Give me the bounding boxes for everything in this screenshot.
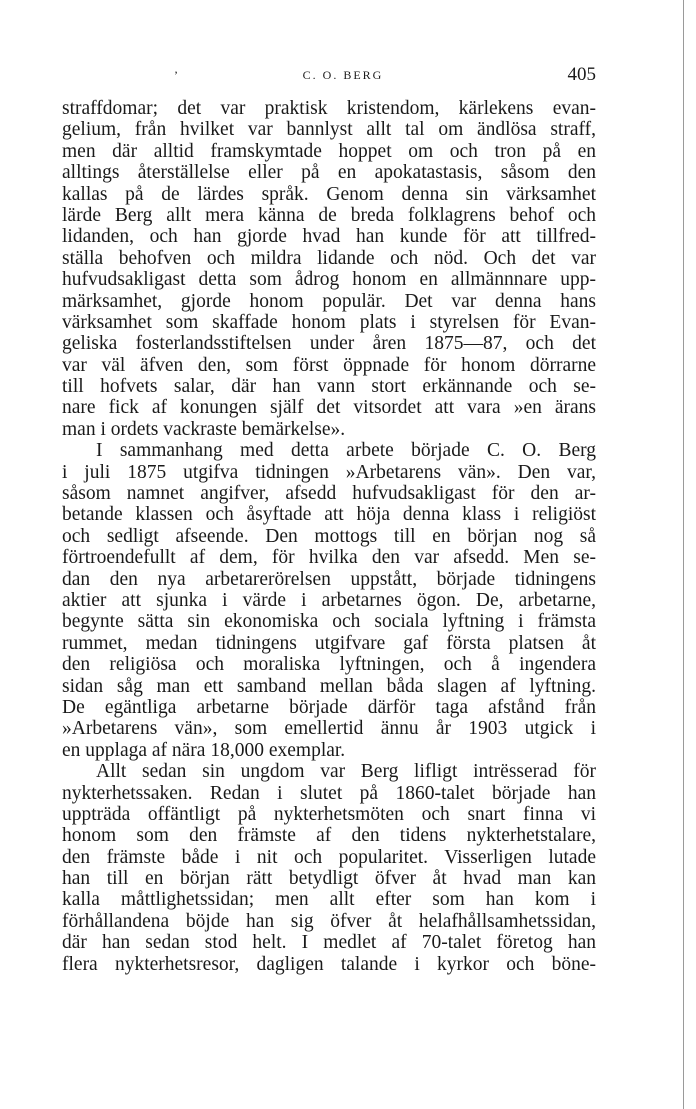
text-line: men där alltid framskymtade hoppet om och tron på en — [62, 140, 596, 162]
body-text — [62, 98, 596, 975]
text-line: betande klassen och åsyftade att höja denna klass i religiöst — [62, 504, 596, 526]
text-line: aktier att sjunka i värde i arbetarnes ögon. De, arbetarne, — [62, 589, 596, 611]
text-line: uppträda offäntligt på nykterhetsmöten och snart finna vi — [62, 803, 596, 825]
text-line: var väl äfven den, som först öppnade för honom dörrarne — [62, 354, 596, 376]
text-line: nare fick af konungen själf det vitsordet att vara »en ärans — [62, 397, 596, 419]
text-line: dan den nya arbetarerörelsen uppstått, började tidningens — [62, 568, 596, 590]
text-line: nykterhetssaken. Redan i slutet på 1860-talet började han — [62, 782, 596, 804]
text-line: kallas på de lärdes språk. Genom denna sin värksamhet — [62, 183, 596, 205]
text-line: lärde Berg allt mera känna de breda folklagrens behof och — [62, 204, 596, 226]
text-line: rummet, medan tidningens utgifvare gaf första platsen åt — [62, 632, 596, 654]
text-line: såsom namnet angifver, afsedd hufvudsakligast för den ar- — [62, 483, 596, 505]
text-line: Allt sedan sin ungdom var Berg lifligt intrësserad för — [96, 761, 596, 783]
text-line: värksamhet som skaffade honom plats i styrelsen för Evan- — [62, 311, 596, 333]
text-line: straffdomar; det var praktisk kristendom, kärlekens evan- — [62, 98, 596, 119]
text-line: honom som den främste af den tidens nykterhetstalare, — [62, 825, 596, 847]
header-mark: ’ — [174, 68, 178, 82]
text-line: ställa behofven och mildra lidande och nöd. Och det var — [62, 247, 596, 269]
text-line: och sedligt afseende. Den mottogs till en början nog så — [62, 525, 596, 547]
text-line: geliska fosterlandsstiftelsen under åren 1875—87, och det — [62, 333, 596, 355]
text-line: begynte sätta sin ekonomiska och sociala lyftning i främsta — [62, 611, 596, 633]
text-line: sidan såg man ett samband mellan båda slagen af lyftning. — [62, 675, 596, 697]
text-line: den främste både i nit och popularitet. Visserligen lutade — [62, 846, 596, 868]
text-line: kalla måttlighetssidan; men allt efter som han kom i — [62, 889, 596, 911]
page-number: 405 — [567, 64, 596, 85]
text-line: förhållandena böjde han sig öfver åt helafhållsamhetssidan, — [62, 910, 596, 932]
text-line: den religiösa och moraliska lyftningen, och å ingendera — [62, 654, 596, 676]
text-line: man i ordets vackraste bemärkelse». — [62, 418, 346, 440]
text-line: han till en början rätt betydligt öfver åt hvad man kan — [62, 868, 596, 890]
page-header — [62, 64, 596, 88]
text-line: alltings återställelse eller på en apokatastasis, såsom den — [62, 162, 596, 184]
page-edge-rule — [683, 0, 684, 1109]
text-line: en upplaga af nära 18,000 exemplar. — [62, 739, 346, 761]
text-line: där han sedan stod helt. I medlet af 70-talet företog han — [62, 932, 596, 954]
text-line: I sammanhang med detta arbete började C. O. Berg — [96, 440, 596, 462]
text-line: gelium, från hvilket var bannlyst allt tal om ändlösa straff, — [62, 119, 596, 141]
text-line: hufvudsakligast detta som ådrog honom en allmännnare upp- — [62, 269, 596, 291]
text-line: lidanden, och han gjorde hvad han kunde för att tillfred- — [62, 226, 596, 248]
running-head: C. O. BERG — [302, 68, 384, 82]
text-line: De egäntliga arbetarne började därför taga afstånd från — [62, 696, 596, 718]
text-line: »Arbetarens vän», som emellertid ännu år 1903 utgick i — [62, 718, 596, 740]
text-line: till hofvets salar, där han vann stort erkännande och se- — [62, 376, 596, 398]
text-line: flera nykterhetsresor, dagligen talande i kyrkor och böne- — [62, 953, 596, 975]
text-line: förtroendefullt af dem, för hvilka den var afsedd. Men se- — [62, 547, 596, 569]
text-line: märksamhet, gjorde honom populär. Det var denna hans — [62, 290, 596, 312]
text-line: i juli 1875 utgifva tidningen »Arbetarens vän». Den var, — [62, 461, 596, 483]
